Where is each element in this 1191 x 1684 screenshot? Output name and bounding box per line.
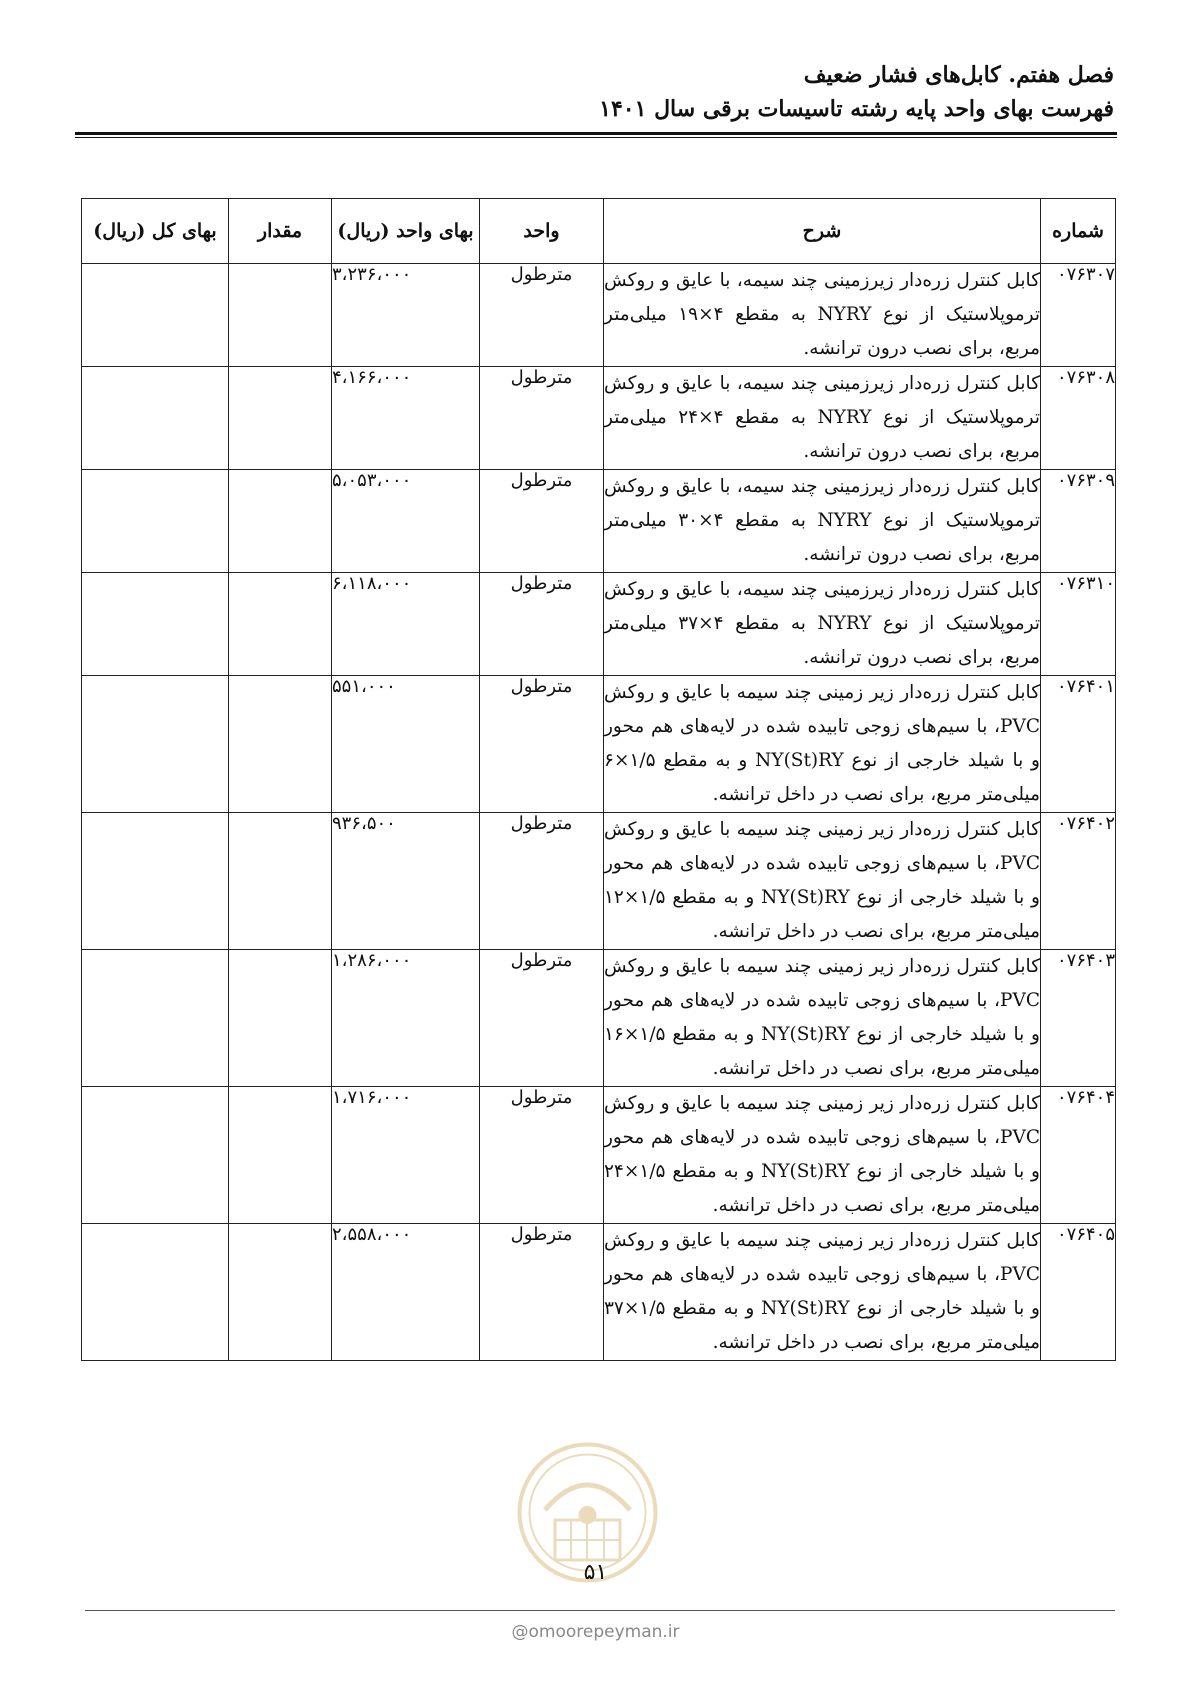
page-number: ۵۱ — [583, 1560, 608, 1585]
item-description: کابل کنترل زره‌دار زیر زمینی چند سیمه با عایق و روکش PVC، با سیم‌های زوجی تابیده شده در لایه‌های هم محور و با شیلد خارجی از نوع NY(St)RY و به مقطع ۱/۵×۳۷ میلی‌متر مربع، برای نصب در داخل ترانشه. — [604, 1224, 1041, 1361]
item-quantity — [229, 470, 332, 573]
header-rule-thick — [75, 132, 1117, 135]
item-quantity — [229, 573, 332, 676]
footer-rule — [85, 1610, 1115, 1611]
item-unit: مترطول — [480, 813, 604, 950]
header-quantity: مقدار — [229, 199, 332, 264]
table-row — [82, 676, 1116, 813]
header-total-price: بهای کل (ریال) — [82, 199, 229, 264]
item-total-price — [82, 813, 229, 950]
item-description: کابل کنترل زره‌دار زیر زمینی چند سیمه با عایق و روکش PVC، با سیم‌های زوجی تابیده شده در لایه‌های هم محور و با شیلد خارجی از نوع NY(St)RY و به مقطع ۱/۵×۱۲ میلی‌متر مربع، برای نصب در داخل ترانشه. — [604, 813, 1041, 950]
item-unit-price: ۴،۱۶۶،۰۰۰ — [332, 367, 480, 470]
table-row — [82, 1087, 1116, 1224]
header-rule-thin — [75, 137, 1117, 138]
table-row — [82, 367, 1116, 470]
item-description: کابل کنترل زره‌دار زیرزمینی چند سیمه، با عایق و روکش ترموپلاستیک از نوع NYRY به مقطع ۴×۳۰ میلی‌متر مربع، برای نصب درون ترانشه. — [604, 470, 1041, 573]
table-row — [82, 470, 1116, 573]
header-unit-price: بهای واحد (ریال) — [332, 199, 480, 264]
item-description: کابل کنترل زره‌دار زیر زمینی چند سیمه با عایق و روکش PVC، با سیم‌های زوجی تابیده شده در لایه‌های هم محور و با شیلد خارجی از نوع NY(St)RY و به مقطع ۱/۵×۱۶ میلی‌متر مربع، برای نصب در داخل ترانشه. — [604, 950, 1041, 1087]
chapter-title: فصل هفتم. کابل‌های فشار ضعیف — [803, 62, 1114, 88]
item-unit: مترطول — [480, 1087, 604, 1224]
document-subtitle: فهرست بهای واحد پایه رشته تاسیسات برقی سال ۱۴۰۱ — [599, 96, 1114, 122]
item-unit-price: ۵،۰۵۳،۰۰۰ — [332, 470, 480, 573]
item-number: ۰۷۶۳۰۸ — [1041, 367, 1116, 470]
item-unit: مترطول — [480, 367, 604, 470]
item-total-price — [82, 1224, 229, 1361]
item-number: ۰۷۶۴۰۱ — [1041, 676, 1116, 813]
item-unit: مترطول — [480, 470, 604, 573]
item-quantity — [229, 813, 332, 950]
item-unit-price: ۱،۲۸۶،۰۰۰ — [332, 950, 480, 1087]
item-description: کابل کنترل زره‌دار زیرزمینی چند سیمه، با عایق و روکش ترموپلاستیک از نوع NYRY به مقطع ۴×۱۹ میلی‌متر مربع، برای نصب درون ترانشه. — [604, 264, 1041, 367]
item-unit: مترطول — [480, 264, 604, 367]
item-quantity — [229, 367, 332, 470]
table-row — [82, 264, 1116, 367]
item-unit-price: ۶،۱۱۸،۰۰۰ — [332, 573, 480, 676]
item-description: کابل کنترل زره‌دار زیرزمینی چند سیمه، با عایق و روکش ترموپلاستیک از نوع NYRY به مقطع ۴×۲۴ میلی‌متر مربع، برای نصب درون ترانشه. — [604, 367, 1041, 470]
page-header — [599, 58, 1114, 126]
table-header-row — [82, 199, 1116, 264]
table-row — [82, 1224, 1116, 1361]
item-quantity — [229, 1087, 332, 1224]
header-number: شماره — [1041, 199, 1116, 264]
item-unit: مترطول — [480, 573, 604, 676]
item-number: ۰۷۶۳۱۰ — [1041, 573, 1116, 676]
item-unit-price: ۹۳۶،۵۰۰ — [332, 813, 480, 950]
item-description: کابل کنترل زره‌دار زیرزمینی چند سیمه، با عایق و روکش ترموپلاستیک از نوع NYRY به مقطع ۴×۳۷ میلی‌متر مربع، برای نصب درون ترانشه. — [604, 573, 1041, 676]
watermark-website: @omoorepeyman.ir — [511, 1622, 680, 1642]
item-number: ۰۷۶۴۰۵ — [1041, 1224, 1116, 1361]
item-quantity — [229, 264, 332, 367]
item-quantity — [229, 676, 332, 813]
item-total-price — [82, 573, 229, 676]
item-unit-price: ۱،۷۱۶،۰۰۰ — [332, 1087, 480, 1224]
item-number: ۰۷۶۴۰۴ — [1041, 1087, 1116, 1224]
item-total-price — [82, 367, 229, 470]
item-number: ۰۷۶۴۰۳ — [1041, 950, 1116, 1087]
header-description: شرح — [604, 199, 1041, 264]
item-unit-price: ۲،۵۵۸،۰۰۰ — [332, 1224, 480, 1361]
item-number: ۰۷۶۳۰۹ — [1041, 470, 1116, 573]
item-number: ۰۷۶۴۰۲ — [1041, 813, 1116, 950]
item-total-price — [82, 950, 229, 1087]
item-unit: مترطول — [480, 676, 604, 813]
item-description: کابل کنترل زره‌دار زیر زمینی چند سیمه با عایق و روکش PVC، با سیم‌های زوجی تابیده شده در لایه‌های هم محور و با شیلد خارجی از نوع NY(St)RY و به مقطع ۱/۵×۲۴ میلی‌متر مربع، برای نصب در داخل ترانشه. — [604, 1087, 1041, 1224]
item-unit: مترطول — [480, 950, 604, 1087]
price-list-table — [81, 198, 1116, 1361]
item-quantity — [229, 950, 332, 1087]
item-unit-price: ۳،۲۳۶،۰۰۰ — [332, 264, 480, 367]
item-total-price — [82, 1087, 229, 1224]
item-total-price — [82, 676, 229, 813]
item-quantity — [229, 1224, 332, 1361]
item-total-price — [82, 264, 229, 367]
item-unit: مترطول — [480, 1224, 604, 1361]
item-number: ۰۷۶۳۰۷ — [1041, 264, 1116, 367]
item-unit-price: ۵۵۱،۰۰۰ — [332, 676, 480, 813]
item-description: کابل کنترل زره‌دار زیر زمینی چند سیمه با عایق و روکش PVC، با سیم‌های زوجی تابیده شده در لایه‌های هم محور و با شیلد خارجی از نوع NY(St)RY و به مقطع ۱/۵×۶ میلی‌متر مربع، برای نصب در داخل ترانشه. — [604, 676, 1041, 813]
table-row — [82, 950, 1116, 1087]
header-unit: واحد — [480, 199, 604, 264]
table-row — [82, 813, 1116, 950]
item-total-price — [82, 470, 229, 573]
table-row — [82, 573, 1116, 676]
